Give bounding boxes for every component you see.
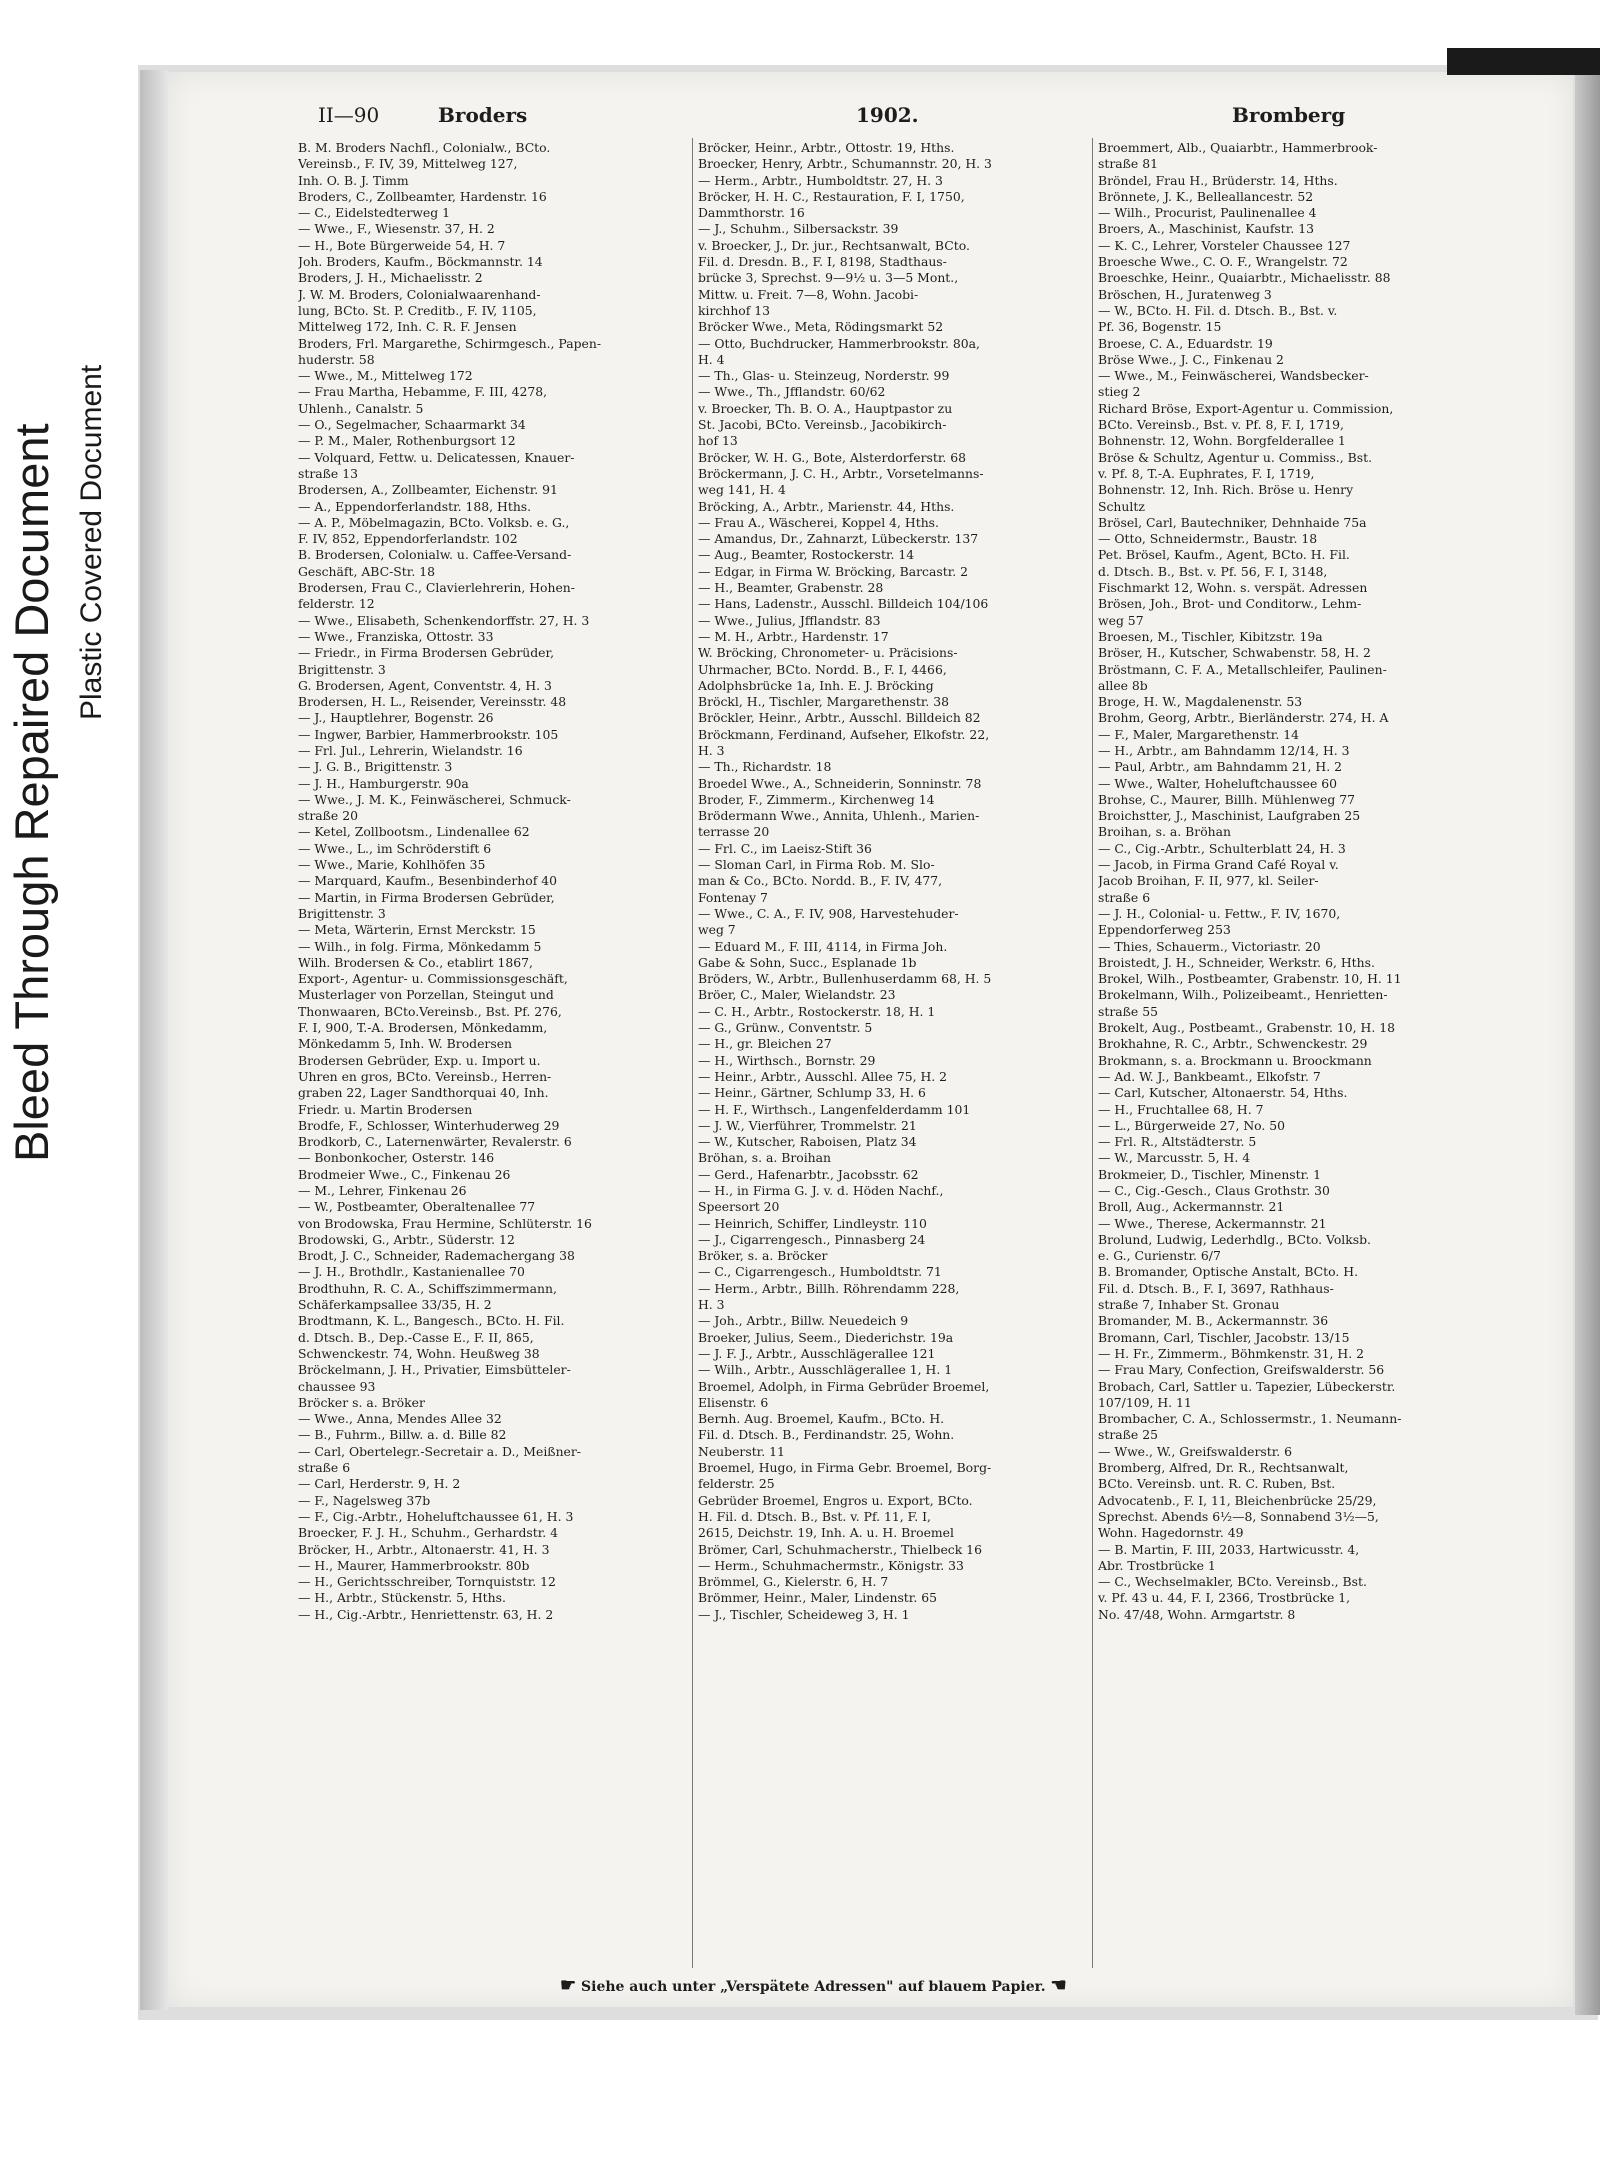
directory-entry-line: Broihan, s. a. Bröhan [1098, 824, 1232, 840]
directory-entry-line: brücke 3, Sprechst. 9—9½ u. 3—5 Mont., [698, 270, 959, 286]
directory-entry-line: Bröcker, Heinr., Arbtr., Ottostr. 19, Hths. [698, 140, 955, 155]
directory-entry-line: Mönkedamm 5, Inh. W. Brodersen [298, 1036, 513, 1052]
directory-entry-line: — Ketel, Zollbootsm., Lindenallee 62 [298, 824, 530, 840]
directory-entry-line: — Frau A., Wäscherei, Koppel 4, Hths. [698, 514, 939, 530]
directory-entry-line: Brodersen, A., Zollbeamter, Eichenstr. 91 [298, 482, 558, 498]
directory-entry-line: — J. G. B., Brigittenstr. 3 [298, 759, 453, 775]
directory-entry-line: Brodersen, H. L., Reisender, Vereinsstr. 48 [298, 694, 567, 710]
directory-entry-line: Broders, J. H., Michaelisstr. 2 [298, 270, 483, 286]
directory-entry-line: Friedr. u. Martin Brodersen [298, 1101, 473, 1117]
directory-entry-line: — H., Bote Bürgerweide 54, H. 7 [298, 237, 506, 253]
directory-entry-line: Pf. 36, Bogenstr. 15 [1098, 319, 1222, 335]
directory-entry-line: H. 3 [698, 742, 725, 758]
header-last-entry: Bromberg [1232, 103, 1346, 127]
directory-entry-line: — Amandus, Dr., Zahnarzt, Lübeckerstr. 137 [698, 531, 979, 547]
directory-entry-line: — J., Tischler, Scheideweg 3, H. 1 [698, 1606, 910, 1622]
directory-entry-line: — Sloman Carl, in Firma Rob. M. Slo- [698, 857, 935, 873]
directory-entry-line: — Edgar, in Firma W. Bröcking, Barcastr. 2 [698, 563, 969, 579]
directory-entry-line: Musterlager von Porzellan, Steingut und [298, 987, 554, 1003]
directory-entry-line: Broeker, Julius, Seem., Diederichstr. 19a [698, 1329, 954, 1345]
directory-entry-line: v. Broecker, Th. B. O. A., Hauptpastor zu [698, 400, 953, 416]
directory-entry-line: — H., Gerichtsschreiber, Tornquiststr. 12 [298, 1574, 556, 1590]
directory-entry-line: — Meta, Wärterin, Ernst Merckstr. 15 [298, 922, 536, 938]
directory-entry-line: — Wwe., Elisabeth, Schenkendorffstr. 27, H. 3 [298, 612, 590, 628]
directory-entry-line: Thonwaaren, BCto.Vereinsb., Bst. Pf. 276, [298, 1003, 562, 1019]
directory-entry-line: B. M. Broders Nachfl., Colonialw., BCto. [298, 140, 551, 155]
directory-entry-line: Broistedt, J. H., Schneider, Werkstr. 6, Hths. [1098, 954, 1375, 970]
directory-entry-line: — Heinr., Gärtner, Schlump 33, H. 6 [698, 1085, 926, 1101]
directory-entry-line: — Frl. C., im Laeisz-Stift 36 [698, 840, 872, 856]
directory-entry-line: 107/109, H. 11 [1098, 1394, 1192, 1410]
directory-entry-line: Brömer, Carl, Schuhmacherstr., Thielbeck 16 [698, 1541, 982, 1557]
directory-entry-line: — K. C., Lehrer, Vorsteler Chaussee 127 [1098, 237, 1351, 253]
directory-entry-line: — H., gr. Bleichen 27 [698, 1036, 832, 1052]
directory-entry-line: d. Dtsch. B., Bst. v. Pf. 56, F. I, 3148, [1098, 563, 1328, 579]
directory-entry-line: — J., Hauptlehrer, Bogenstr. 26 [298, 710, 494, 726]
directory-entry-line: 2615, Deichstr. 19, Inh. A. u. H. Broemel [698, 1525, 954, 1541]
directory-entry-line: straße 6 [1098, 889, 1151, 905]
directory-entry-line: Vereinsb., F. IV, 39, Mittelweg 127, [298, 156, 518, 172]
directory-entry-line: graben 22, Lager Sandthorquai 40, Inh. [298, 1085, 549, 1101]
directory-entry-line: lung, BCto. St. P. Creditb., F. IV, 1105, [298, 302, 537, 318]
directory-entry-line: — Wwe., Therese, Ackermannstr. 21 [1098, 1215, 1327, 1231]
directory-entry-line: Wilh. Brodersen & Co., etablirt 1867, [298, 954, 533, 970]
directory-entry-line: Broder, F., Zimmerm., Kirchenweg 14 [698, 791, 935, 807]
directory-entry-line: Bröhan, s. a. Broihan [698, 1150, 832, 1166]
directory-entry-line: — H., Maurer, Hammerbrookstr. 80b [298, 1557, 530, 1573]
directory-entry-line: Bröcker, H. H. C., Restauration, F. I, 1750, [698, 188, 965, 204]
directory-entry-line: Gebrüder Broemel, Engros u. Export, BCto. [698, 1492, 973, 1508]
directory-entry-line: — Otto, Buchdrucker, Hammerbrookstr. 80a, [698, 335, 980, 351]
directory-entry-line: Fil. d. Dtsch. B., Ferdinandstr. 25, Wohn. [698, 1427, 955, 1443]
directory-entry-line: straße 55 [1098, 1003, 1158, 1019]
directory-entry-line: Fontenay 7 [698, 889, 768, 905]
page-gutter [140, 70, 168, 2010]
directory-entry-line: Brodersen Gebrüder, Exp. u. Import u. [298, 1052, 541, 1068]
directory-entry-line: Jacob Broihan, F. II, 977, kl. Seiler- [1098, 873, 1319, 889]
directory-entry-line: Bröse Wwe., J. C., Finkenau 2 [1098, 351, 1284, 367]
directory-entry-line: allee 8b [1098, 677, 1148, 693]
directory-entry-line: BCto. Vereinsb. unt. R. C. Ruben, Bst. [1098, 1476, 1336, 1492]
directory-entry-line: Bromann, Carl, Tischler, Jacobstr. 13/15 [1098, 1329, 1350, 1345]
directory-entry-line: — Wwe., F., Wiesenstr. 37, H. 2 [298, 221, 495, 237]
directory-entry-line: J. W. M. Broders, Colonialwaarenhand- [298, 286, 541, 302]
directory-entry-line: — H. F., Wirthsch., Langenfelderdamm 101 [698, 1101, 971, 1117]
directory-entry-line: Bröcking, A., Arbtr., Marienstr. 44, Hths. [698, 498, 955, 514]
directory-entry-line: Bröders, W., Arbtr., Bullenhuserdamm 68, H. 5 [698, 971, 992, 987]
directory-entry-line: — Th., Richardstr. 18 [698, 759, 832, 775]
directory-entry-line: Schultz [1098, 498, 1145, 514]
directory-entry-line: — M., Lehrer, Finkenau 26 [298, 1183, 467, 1198]
directory-entry-line: — Th., Glas- u. Steinzeug, Norderstr. 99 [698, 368, 950, 384]
directory-entry-line: huderstr. 58 [298, 351, 375, 367]
directory-entry-line: — G., Grünw., Conventstr. 5 [698, 1020, 873, 1036]
directory-entry-line: kirchhof 13 [698, 302, 771, 318]
directory-entry-line: — Herm., Arbtr., Humboldtstr. 27, H. 3 [698, 172, 943, 188]
directory-entry-line: — Herm., Schuhmachermstr., Königstr. 33 [698, 1557, 964, 1573]
directory-entry-line: No. 47/48, Wohn. Armgartstr. 8 [1098, 1606, 1296, 1622]
directory-entry-line: — F., Nagelsweg 37b [298, 1492, 431, 1508]
directory-entry-line: Brobach, Carl, Sattler u. Tapezier, Lübeckerstr. [1098, 1378, 1396, 1394]
directory-entry-line: Schwenckestr. 74, Wohn. Heußweg 38 [298, 1345, 540, 1361]
directory-entry-line: straße 25 [1098, 1427, 1158, 1443]
directory-entry-line: Bröndel, Frau H., Brüderstr. 14, Hths. [1098, 172, 1338, 188]
directory-entry-line: — Bonbonkocher, Osterstr. 146 [298, 1150, 495, 1166]
directory-entry-line: v. Pf. 8, T.-A. Euphrates, F. I, 1719, [1098, 465, 1315, 481]
directory-entry-line: Geschäft, ABC-Str. 18 [298, 563, 435, 579]
page-edge [1575, 75, 1600, 2015]
directory-entry-line: Sprechst. Abends 6½—8, Sonnabend 3½—5, [1098, 1508, 1379, 1524]
directory-entry-line: Brohm, Georg, Arbtr., Bierländerstr. 274, H. A [1098, 710, 1389, 726]
directory-entry-line: Bromander, M. B., Ackermannstr. 36 [1098, 1313, 1329, 1329]
directory-entry-line: Speersort 20 [698, 1199, 780, 1215]
directory-entry-line: d. Dtsch. B., Dep.-Casse E., F. II, 865, [298, 1329, 534, 1345]
footer-note [560, 1975, 1067, 1996]
directory-entry-line: Broemel, Adolph, in Firma Gebrüder Broemel, [698, 1378, 990, 1394]
directory-entry-line: Broecker, F. J. H., Schuhm., Gerhardstr. 4 [298, 1525, 559, 1541]
directory-entry-line: Brodt, J. C., Schneider, Rademachergang 38 [298, 1248, 575, 1264]
directory-entry-line: — Wwe., Marie, Kohlhöfen 35 [298, 857, 486, 873]
directory-entry-line: — C., Cig.-Gesch., Claus Grothstr. 30 [1098, 1183, 1330, 1198]
directory-entry-line: Bröckmann, Ferdinand, Aufseher, Elkofstr. 22, [698, 726, 990, 742]
directory-entry-line: — Marquard, Kaufm., Besenbinderhof 40 [298, 873, 558, 889]
directory-entry-line: — F., Maler, Margarethenstr. 14 [1098, 726, 1300, 742]
directory-entry-line: weg 141, H. 4 [698, 482, 786, 498]
directory-entry-line: straße 20 [298, 808, 358, 824]
directory-entry-line: Richard Bröse, Export-Agentur u. Commission, [1098, 400, 1394, 416]
directory-entry-line: Brombacher, C. A., Schlossermstr., 1. Neumann- [1098, 1411, 1402, 1427]
directory-entry-line: Broll, Aug., Ackermannstr. 21 [1098, 1199, 1285, 1215]
directory-entry-line: — Heinr., Arbtr., Ausschl. Allee 75, H. 2 [698, 1068, 948, 1084]
directory-entry-line: — J. W., Vierführer, Trommelstr. 21 [698, 1117, 917, 1133]
directory-entry-line: Brokmeier, D., Tischler, Minenstr. 1 [1098, 1166, 1321, 1182]
directory-entry-line: Brodmeier Wwe., C., Finkenau 26 [298, 1166, 511, 1182]
directory-entry-line: — Wwe., M., Feinwäscherei, Wandsbecker- [1098, 368, 1369, 384]
directory-entry-line: — C., Eidelstedterweg 1 [298, 205, 450, 221]
directory-column-1 [298, 140, 693, 1623]
directory-entry-line: St. Jacobi, BCto. Vereinsb., Jacobikirch- [698, 417, 947, 433]
directory-entry-line: — C. H., Arbtr., Rostockerstr. 18, H. 1 [698, 1003, 936, 1019]
directory-entry-line: F. IV, 852, Eppendorferlandstr. 102 [298, 531, 518, 547]
directory-entry-line: weg 7 [698, 922, 736, 938]
directory-entry-line: — A., Eppendorferlandstr. 188, Hths. [298, 498, 532, 514]
directory-entry-line: Broeschke, Heinr., Quaiarbtr., Michaelisstr. 88 [1098, 270, 1391, 286]
directory-entry-line: Brigittenstr. 3 [298, 661, 386, 677]
directory-entry-line: Brodersen, Frau C., Clavierlehrerin, Hohen- [298, 580, 575, 596]
directory-entry-line: — H., Arbtr., Stückenstr. 5, Hths. [298, 1590, 506, 1606]
directory-entry-line: H. 4 [698, 351, 725, 367]
directory-entry-line: Brokel, Wilh., Postbeamter, Grabenstr. 10, H. 11 [1098, 971, 1402, 987]
directory-entry-line: — Otto, Schneidermstr., Baustr. 18 [1098, 531, 1318, 547]
directory-entry-line: Schäferkampsallee 33/35, H. 2 [298, 1297, 492, 1313]
directory-entry-line: F. I, 900, T.-A. Brodersen, Mönkedamm, [298, 1020, 548, 1036]
directory-entry-line: — Carl, Kutscher, Altonaerstr. 54, Hths. [1098, 1085, 1348, 1101]
directory-entry-line: — J. H., Hamburgerstr. 90a [298, 775, 469, 791]
directory-entry-line: Bröcker, H., Arbtr., Altonaerstr. 41, H. 3 [298, 1541, 550, 1557]
directory-entry-line: — H., Cig.-Arbtr., Henriettenstr. 63, H. 2 [298, 1606, 554, 1622]
directory-column-2 [698, 140, 1093, 1623]
directory-entry-line: — O., Segelmacher, Schaarmarkt 34 [298, 417, 526, 433]
directory-entry-line: — J., Cigarrengesch., Pinnasberg 24 [698, 1231, 926, 1247]
directory-entry-line: — C., Cig.-Arbtr., Schulterblatt 24, H. 3 [1098, 840, 1346, 856]
directory-entry-line: — Hans, Ladenstr., Ausschl. Billdeich 104/106 [698, 596, 989, 612]
directory-entry-line: — Wwe., Franziska, Ottostr. 33 [298, 628, 494, 644]
directory-entry-line: Brodfe, F., Schlosser, Winterhuderweg 29 [298, 1117, 560, 1133]
directory-entry-line: Inh. O. B. J. Timm [298, 172, 409, 188]
directory-entry-line: — B., Fuhrm., Billw. a. d. Bille 82 [298, 1427, 507, 1443]
directory-entry-line: v. Broecker, J., Dr. jur., Rechtsanwalt, BCto. [698, 237, 970, 253]
directory-entry-line: Broders, Frl. Margarethe, Schirmgesch., Papen- [298, 335, 602, 351]
directory-entry-line: straße 7, Inhaber St. Gronau [1098, 1297, 1280, 1313]
directory-entry-line: B. Bromander, Optische Anstalt, BCto. H. [1098, 1264, 1359, 1280]
directory-entry-line: G. Brodersen, Agent, Conventstr. 4, H. 3 [298, 677, 552, 693]
directory-entry-line: Bröcker Wwe., Meta, Rödingsmarkt 52 [698, 319, 944, 335]
plastic-covered-label: Plastic Covered Document [75, 364, 108, 720]
directory-entry-line: Gabe & Sohn, Succ., Esplanade 1b [698, 954, 917, 970]
directory-entry-line: man & Co., BCto. Nordd. B., F. IV, 477, [698, 873, 943, 889]
directory-entry-line: Fil. d. Dtsch. B., F. I, 3697, Rathhaus- [1098, 1280, 1334, 1296]
directory-entry-line: Bröschen, H., Juratenweg 3 [1098, 286, 1272, 302]
directory-entry-line: — Wilh., Arbtr., Ausschlägerallee 1, H. 1 [698, 1362, 953, 1378]
directory-entry-line: — Wwe., Anna, Mendes Allee 32 [298, 1411, 502, 1427]
directory-entry-line: — W., Marcusstr. 5, H. 4 [1098, 1150, 1251, 1166]
directory-entry-line: Adolphsbrücke 1a, Inh. E. J. Bröcking [698, 677, 934, 693]
directory-entry-line: — Frl. Jul., Lehrerin, Wielandstr. 16 [298, 742, 523, 758]
directory-entry-line: Dammthorstr. 16 [698, 205, 805, 221]
directory-entry-line: felderstr. 12 [298, 596, 375, 612]
directory-entry-line: Brömmel, G., Kielerstr. 6, H. 7 [698, 1574, 889, 1590]
directory-entry-line: Bohnenstr. 12, Wohn. Borgfelderallee 1 [1098, 433, 1346, 449]
directory-entry-line: — C., Wechselmakler, BCto. Vereinsb., Bst. [1098, 1574, 1367, 1590]
directory-entry-line: Broemel, Hugo, in Firma Gebr. Broemel, Borg- [698, 1460, 992, 1476]
directory-entry-line: Fil. d. Dresdn. B., F. I, 8198, Stadthaus- [698, 254, 947, 270]
directory-entry-line: — Gerd., Hafenarbtr., Jacobsstr. 62 [698, 1166, 919, 1182]
directory-entry-line: — Wwe., Julius, Jfflandstr. 83 [698, 612, 881, 628]
directory-entry-line: — W., Kutscher, Raboisen, Platz 34 [698, 1134, 917, 1150]
directory-entry-line: — H., Wirthsch., Bornstr. 29 [698, 1052, 876, 1068]
directory-entry-line: — Frau Mary, Confection, Greifswalderstr. 56 [1098, 1362, 1385, 1378]
directory-entry-line: Brösen, Joh., Brot- und Conditorw., Lehm- [1098, 596, 1362, 612]
header-year: 1902. [856, 103, 919, 127]
directory-entry-line: — H. Fr., Zimmerm., Böhmkenstr. 31, H. 2 [1098, 1345, 1364, 1361]
directory-entry-line: — J. H., Brothdlr., Kastanienallee 70 [298, 1264, 525, 1280]
directory-entry-line: — Wwe., J. M. K., Feinwäscherei, Schmuck- [298, 791, 571, 807]
directory-entry-line: — Herm., Arbtr., Billh. Röhrendamm 228, [698, 1280, 960, 1296]
directory-entry-line: Fischmarkt 12, Wohn. s. verspät. Adressen [1098, 580, 1368, 596]
directory-entry-line: — Ad. W. J., Bankbeamt., Elkofstr. 7 [1098, 1068, 1321, 1084]
directory-entry-line: von Brodowska, Frau Hermine, Schlüterstr. 16 [298, 1215, 592, 1231]
directory-entry-line: — Jacob, in Firma Grand Café Royal v. [1098, 857, 1339, 873]
directory-entry-line: — Frau Martha, Hebamme, F. III, 4278, [298, 384, 548, 400]
directory-entry-line: — Ingwer, Barbier, Hammerbrookstr. 105 [298, 726, 559, 742]
directory-entry-line: Brokelmann, Wilh., Polizeibeamt., Henrietten- [1098, 987, 1388, 1003]
directory-entry-line: — J. H., Colonial- u. Fettw., F. IV, 1670, [1098, 905, 1341, 921]
directory-entry-line: — W., BCto. H. Fil. d. Dtsch. B., Bst. v. [1098, 302, 1338, 318]
directory-entry-line: Broedel Wwe., A., Schneiderin, Sonninstr. 78 [698, 775, 982, 791]
directory-entry-line: Bröckermann, J. C. H., Arbtr., Vorsetelmanns- [698, 465, 984, 481]
directory-entry-line: — Wwe., L., im Schröderstift 6 [298, 840, 492, 856]
directory-entry-line: H. 3 [698, 1297, 725, 1313]
directory-entry-line: — L., Bürgerweide 27, No. 50 [1098, 1117, 1286, 1133]
directory-entry-line: Brigittenstr. 3 [298, 905, 386, 921]
footer-text: Siehe auch unter „Verspätete Adressen" auf blauem Papier. [581, 1979, 1046, 1995]
directory-column-3 [1098, 140, 1493, 1623]
directory-entry-line: stieg 2 [1098, 384, 1141, 400]
directory-entry-line: Bröckl, H., Tischler, Margarethenstr. 38 [698, 694, 950, 710]
directory-entry-line: Advocatenb., F. I, 11, Bleichenbrücke 25/29, [1098, 1492, 1377, 1508]
directory-entry-line: B. Brodersen, Colonialw. u. Caffee-Versand- [298, 547, 572, 563]
directory-entry-line: Brokhahne, R. C., Arbtr., Schwenckestr. 29 [1098, 1036, 1368, 1052]
directory-entry-line: — Eduard M., F. III, 4114, in Firma Joh. [698, 938, 948, 954]
page-number: II—90 [318, 103, 380, 127]
bleed-through-repaired-label: Bleed Through Repaired Document [5, 423, 58, 1162]
directory-entry-line: v. Pf. 43 u. 44, F. I, 2366, Trostbrücke 1, [1098, 1590, 1351, 1606]
directory-entry-line: Bröker, s. a. Bröcker [698, 1248, 828, 1264]
directory-entry-line: — P. M., Maler, Rothenburgsort 12 [298, 433, 516, 449]
directory-entry-line: — A. P., Möbelmagazin, BCto. Volksb. e. G., [298, 514, 570, 530]
directory-entry-line: BCto. Vereinsb., Bst. v. Pf. 8, F. I, 1719, [1098, 417, 1344, 433]
directory-entry-line: — Aug., Beamter, Rostockerstr. 14 [698, 547, 915, 563]
directory-entry-line: Brokelt, Aug., Postbeamt., Grabenstr. 10, H. 18 [1098, 1020, 1395, 1036]
directory-entry-line: Bröse & Schultz, Agentur u. Commiss., Bst. [1098, 449, 1373, 465]
directory-entry-line: Bromberg, Alfred, Dr. R., Rechtsanwalt, [1098, 1460, 1349, 1476]
pointing-hand-icon: ☛ [560, 1975, 577, 1996]
directory-entry-line: Bröcker, W. H. G., Bote, Alsterdorferstr. 68 [698, 449, 967, 465]
directory-entry-line: Broesche Wwe., C. O. F., Wrangelstr. 72 [1098, 254, 1348, 270]
directory-entry-line: Brodtmann, K. L., Bangesch., BCto. H. Fil. [298, 1313, 565, 1329]
directory-entry-line: Bröstmann, C. F. A., Metallschleifer, Paulinen- [1098, 661, 1387, 677]
directory-entry-line: — Frl. R., Altstädterstr. 5 [1098, 1134, 1257, 1150]
directory-entry-line: Elisenstr. 6 [698, 1394, 769, 1410]
directory-entry-line: Broemmert, Alb., Quaiarbtr., Hammerbrook- [1098, 140, 1378, 155]
directory-entry-line: W. Bröcking, Chronometer- u. Präcisions- [698, 645, 958, 661]
directory-entry-line: — W., Postbeamter, Oberaltenallee 77 [298, 1199, 536, 1215]
directory-entry-line: — H., Arbtr., am Bahndamm 12/14, H. 3 [1098, 742, 1350, 758]
directory-entry-line: chaussee 93 [298, 1378, 376, 1394]
directory-entry-line: Mittelweg 172, Inh. C. R. F. Jensen [298, 319, 517, 335]
directory-entry-line: — F., Cig.-Arbtr., Hoheluftchaussee 61, H. 3 [298, 1508, 574, 1524]
directory-entry-line: straße 6 [298, 1460, 351, 1476]
directory-entry-line: — Martin, in Firma Brodersen Gebrüder, [298, 889, 555, 905]
directory-entry-line: Bohnenstr. 12, Inh. Rich. Bröse u. Henry [1098, 482, 1354, 498]
directory-entry-line: — Wwe., M., Mittelweg 172 [298, 368, 473, 384]
directory-entry-line: H. Fil. d. Dtsch. B., Bst. v. Pf. 11, F. I, [698, 1508, 931, 1524]
directory-entry-line: Eppendorferweg 253 [1098, 922, 1231, 938]
directory-entry-line: Brösel, Carl, Bautechniker, Dehnhaide 75a [1098, 514, 1367, 530]
directory-entry-line: Broders, C., Zollbeamter, Hardenstr. 16 [298, 188, 547, 204]
directory-entry-line: — Thies, Schauerm., Victoriastr. 20 [1098, 938, 1321, 954]
directory-entry-line: Broge, H. W., Magdalenenstr. 53 [1098, 694, 1303, 710]
directory-entry-line: — H., Beamter, Grabenstr. 28 [698, 580, 884, 596]
directory-entry-line: Broichstter, J., Maschinist, Laufgraben 25 [1098, 808, 1361, 824]
directory-entry-line: Bröser, H., Kutscher, Schwabenstr. 58, H. 2 [1098, 645, 1371, 661]
directory-entry-line: — Paul, Arbtr., am Bahndamm 21, H. 2 [1098, 759, 1342, 775]
directory-entry-line: Broesen, M., Tischler, Kibitzstr. 19a [1098, 628, 1323, 644]
directory-entry-line: — Wilh., in folg. Firma, Mönkedamm 5 [298, 938, 542, 954]
directory-entry-line: weg 57 [1098, 612, 1144, 628]
directory-entry-line: Brohse, C., Maurer, Billh. Mühlenweg 77 [1098, 791, 1355, 807]
directory-entry-line: — M. H., Arbtr., Hardenstr. 17 [698, 628, 889, 644]
directory-entry-line: — B. Martin, F. III, 2033, Hartwicusstr. 4, [1098, 1541, 1360, 1557]
directory-entry-line: Uhlenh., Canalstr. 5 [298, 400, 424, 416]
directory-entry-line: Brokmann, s. a. Brockmann u. Broockmann [1098, 1052, 1372, 1068]
pointing-hand-icon: ☚ [1050, 1975, 1067, 1996]
directory-entry-line: — Friedr., in Firma Brodersen Gebrüder, [298, 645, 555, 661]
directory-entry-line: e. G., Curienstr. 6/7 [1098, 1248, 1221, 1264]
directory-entry-line: Brodkorb, C., Laternenwärter, Revalerstr. 6 [298, 1134, 572, 1150]
directory-entry-line: Brolund, Ludwig, Lederhdlg., BCto. Volksb. [1098, 1231, 1371, 1247]
directory-entry-line: Joh. Broders, Kaufm., Böckmannstr. 14 [298, 254, 543, 270]
directory-entry-line: — C., Cigarrengesch., Humboldtstr. 71 [698, 1264, 942, 1280]
directory-entry-line: Brödermann Wwe., Annita, Uhlenh., Marien- [698, 808, 980, 824]
directory-entry-line: Brömmer, Heinr., Maler, Lindenstr. 65 [698, 1590, 937, 1606]
directory-entry-line: Bröckelmann, J. H., Privatier, Eimsbütteler- [298, 1362, 571, 1378]
directory-entry-line: Pet. Brösel, Kaufm., Agent, BCto. H. Fil. [1098, 547, 1350, 563]
directory-entry-line: Uhrmacher, BCto. Nordd. B., F. I, 4466, [698, 661, 947, 677]
directory-entry-line: — Volquard, Fettw. u. Delicatessen, Knauer- [298, 449, 575, 465]
directory-entry-line: Broers, A., Maschinist, Kaufstr. 13 [1098, 221, 1314, 237]
directory-entry-line: felderstr. 25 [698, 1476, 775, 1492]
directory-entry-line: terrasse 20 [698, 824, 770, 840]
directory-entry-line: Bröer, C., Maler, Wielandstr. 23 [698, 987, 896, 1003]
directory-entry-line: Brodowski, G., Arbtr., Süderstr. 12 [298, 1231, 515, 1247]
directory-entry-line: — Joh., Arbtr., Billw. Neuedeich 9 [698, 1313, 909, 1329]
directory-entry-line: — Carl, Obertelegr.-Secretair a. D., Meißner- [298, 1443, 581, 1459]
directory-entry-line: — Wwe., Th., Jfflandstr. 60/62 [698, 384, 886, 400]
directory-entry-line: straße 81 [1098, 156, 1158, 172]
directory-entry-line: — Wwe., C. A., F. IV, 908, Harvestehuder- [698, 905, 959, 921]
directory-entry-line: — J. F. J., Arbtr., Ausschlägerallee 121 [698, 1345, 936, 1361]
directory-entry-line: Neuberstr. 11 [698, 1443, 785, 1459]
directory-entry-line: straße 13 [298, 465, 358, 481]
directory-entry-line: Brönnete, J. K., Belleallancestr. 52 [1098, 188, 1314, 204]
directory-entry-line: Bernh. Aug. Broemel, Kaufm., BCto. H. [698, 1411, 945, 1427]
header-first-entry: Broders [438, 103, 528, 127]
scan-black-bar [1447, 48, 1600, 75]
directory-entry-line: hof 13 [698, 433, 738, 449]
directory-entry-line: Brodthuhn, R. C. A., Schiffszimmermann, [298, 1280, 557, 1296]
directory-entry-line: Mittw. u. Freit. 7—8, Wohn. Jacobi- [698, 286, 919, 302]
directory-entry-line: Broecker, Henry, Arbtr., Schumannstr. 20, H. 3 [698, 156, 992, 172]
directory-entry-line: Wohn. Hagedornstr. 49 [1098, 1525, 1244, 1541]
directory-entry-line: — H., in Firma G. J. v. d. Höden Nachf., [698, 1183, 944, 1198]
directory-entry-line: — H., Fruchtallee 68, H. 7 [1098, 1101, 1264, 1117]
directory-entry-line: Abr. Trostbrücke 1 [1098, 1557, 1216, 1573]
directory-entry-line: — J., Schuhm., Silbersackstr. 39 [698, 221, 899, 237]
directory-entry-line: — Wilh., Procurist, Paulinenallee 4 [1098, 205, 1317, 221]
directory-entry-line: Uhren en gros, BCto. Vereinsb., Herren- [298, 1068, 552, 1084]
directory-entry-line: Bröckler, Heinr., Arbtr., Ausschl. Billdeich 82 [698, 710, 981, 726]
directory-entry-line: Export-, Agentur- u. Commissionsgeschäft, [298, 971, 568, 987]
directory-entry-line: — Wwe., Walter, Hoheluftchaussee 60 [1098, 775, 1338, 791]
directory-entry-line: — Carl, Herderstr. 9, H. 2 [298, 1476, 461, 1492]
directory-entry-line: Bröcker s. a. Bröker [298, 1394, 425, 1410]
directory-entry-line: Broese, C. A., Eduardstr. 19 [1098, 335, 1273, 351]
directory-entry-line: — Wwe., W., Greifswalderstr. 6 [1098, 1443, 1293, 1459]
directory-entry-line: — Heinrich, Schiffer, Lindleystr. 110 [698, 1215, 927, 1231]
